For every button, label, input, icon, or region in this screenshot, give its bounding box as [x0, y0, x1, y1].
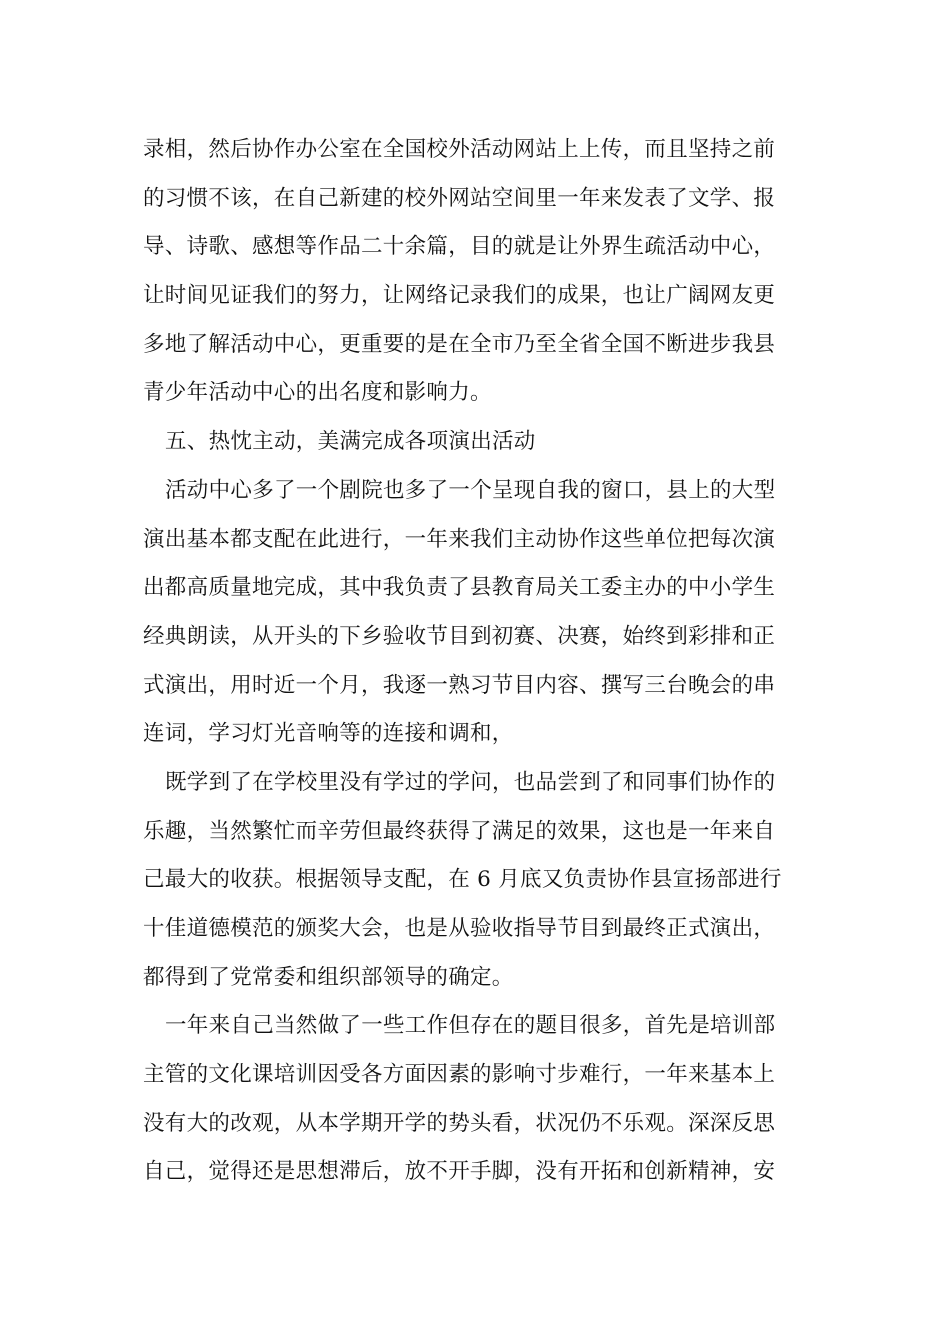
- text-line: 既学到了在学校里没有学过的学问，也品尝到了和同事们协作的: [165, 769, 776, 795]
- text-line: 出都高质量地完成，其中我负责了县教育局关工委主办的中小学生: [143, 575, 776, 601]
- text-line: 演出基本都支配在此进行，一年来我们主动协作这些单位把每次演: [143, 526, 776, 552]
- text-line: 都得到了党常委和组织部领导的确定。: [143, 964, 514, 990]
- text-line: 一年来自己当然做了一些工作但存在的题目很多，首先是培训部: [165, 1013, 776, 1039]
- text-line: 让时间见证我们的努力，让网络记录我们的成果，也让广阔网友更: [143, 283, 776, 309]
- text-line: 式演出，用时近一个月，我逐一熟习节目内容、撰写三台晚会的串: [143, 672, 776, 698]
- text-line: 乐趣，当然繁忙而辛劳但最终获得了满足的效果，这也是一年来自: [143, 818, 776, 844]
- text-line: 十佳道德模范的颁奖大会，也是从验收指导节目到最终正式演出，: [143, 916, 776, 941]
- document-body: [143, 126, 813, 1197]
- text-line: 五、热忱主动，美满完成各项演出活动: [165, 429, 536, 455]
- text-line: 自己，觉得还是思想滞后，放不开手脚，没有开拓和创新精神，安: [143, 1159, 776, 1185]
- text-line: 导、诗歌、感想等作品二十余篇，目的就是让外界生疏活动中心，: [143, 234, 776, 260]
- text-line: 没有大的改观，从本学期开学的势头看，状况仍不乐观。深深反思: [143, 1110, 776, 1136]
- text-line: 的习惯不该，在自己新建的校外网站空间里一年来发表了文学、报: [143, 185, 776, 211]
- text-line: 经典朗读，从开头的下乡验收节目到初赛、决赛，始终到彩排和正: [143, 623, 776, 649]
- text-line: 青少年活动中心的出名度和影响力。: [143, 380, 492, 406]
- text-line: 连词，学习灯光音响等的连接和调和，: [143, 721, 514, 747]
- text-line: 主管的文化课培训因受各方面因素的影响寸步难行，一年来基本上: [143, 1062, 776, 1088]
- text-line: 活动中心多了一个剧院也多了一个呈现自我的窗口，县上的大型: [165, 477, 776, 503]
- text-line: 录相，然后协作办公室在全国校外活动网站上上传，而且坚持之前: [143, 137, 776, 162]
- text-line: 己最大的收获。根据领导支配，在 6 月底又负责协作县宣扬部进行: [143, 867, 782, 893]
- text-line: 多地了解活动中心，更重要的是在全市乃至全省全国不断进步我县: [143, 331, 776, 357]
